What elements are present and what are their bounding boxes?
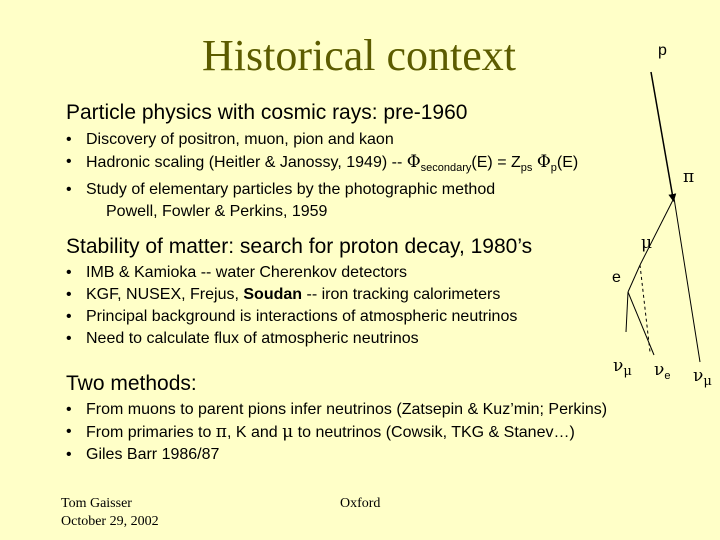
bullet-dot: • [66,131,72,148]
bullet-item: • Principal background is interactions of atmospheric neutrinos [66,306,517,328]
bullet-item: • From primaries to π, K and μ to neutrinos (Cowsik, TKG & Stanev…) [66,422,575,442]
footer-author-block [61,495,159,531]
pi-symbol: π [215,422,227,442]
bullet-dot: • [66,286,72,303]
label-nu-mu-inner: $\nu_\mu$ [613,356,632,380]
bullet-dot: • [66,446,72,463]
muon-track [628,265,640,292]
label-pion: π [683,167,695,187]
bullet-dot: • [66,308,72,325]
pion-track [640,198,674,265]
bullet-dot: • [66,264,72,281]
footer-author: Tom Gaisser [61,496,132,511]
bullet-item: • From muons to parent pions infer neutrinos (Zatsepin & Kuz’min; Perkins) [66,399,607,421]
section-heading-proton-decay: Stability of matter: search for proton decay, 1980’s [66,235,533,258]
soudan-bold: Soudan [243,286,303,303]
neutrino-mu-track-outer [674,198,700,362]
bullet-item-hadronic-scaling: • Hadronic scaling (Heitler & Janossy, $1949) -- \Phi_{secondary}(E) = Z_{ps}$ $\Phi_p(E)$ [66,152,579,175]
label-proton: p [658,42,667,59]
label-nu-e: $\nu_e$ [654,360,671,383]
section-heading-cosmic-rays: Particle physics with cosmic rays: pre-1960 [66,101,468,124]
bullet-continuation: Powell, Fowler & Perkins, 1959 [106,203,328,221]
bullet-item: • Discovery of positron, muon, pion and kaon [66,129,578,151]
bullet-dot: • [66,181,72,199]
bullet-dot: • [66,401,72,418]
footer-venue: Oxford [340,496,381,511]
bullet-dot: • [66,153,72,170]
bullet-item: • Giles Barr 1986/87 [66,444,607,466]
bullet-item: • Need to calculate flux of atmospheric neutrinos [66,328,517,350]
bullet-item: • Study of elementary particles by the photographic method [66,179,578,201]
bullet-dot: • [66,330,72,347]
bullet-dot: • [66,423,72,440]
label-nu-mu-outer: $\nu_\mu$ [693,366,712,390]
neutrino-e-track [628,292,654,355]
proton-track [651,72,673,198]
phi-symbol: Φ [536,152,551,172]
footer-date: October 29, 2002 [61,514,159,529]
bullet-item: • IMB & Kamioka -- water Cherenkov detectors [66,262,517,284]
bullet-item: • KGF, NUSEX, Frejus, Soudan -- iron tracking calorimeters [66,284,517,306]
label-electron: e [612,269,621,286]
phi-symbol: Φ [406,152,421,172]
neutrino-mu-track-dashed [640,265,650,352]
mu-symbol: μ [282,422,294,442]
electron-track [626,292,628,332]
section-heading-two-methods: Two methods: [66,372,197,395]
label-muon: μ [641,233,653,253]
